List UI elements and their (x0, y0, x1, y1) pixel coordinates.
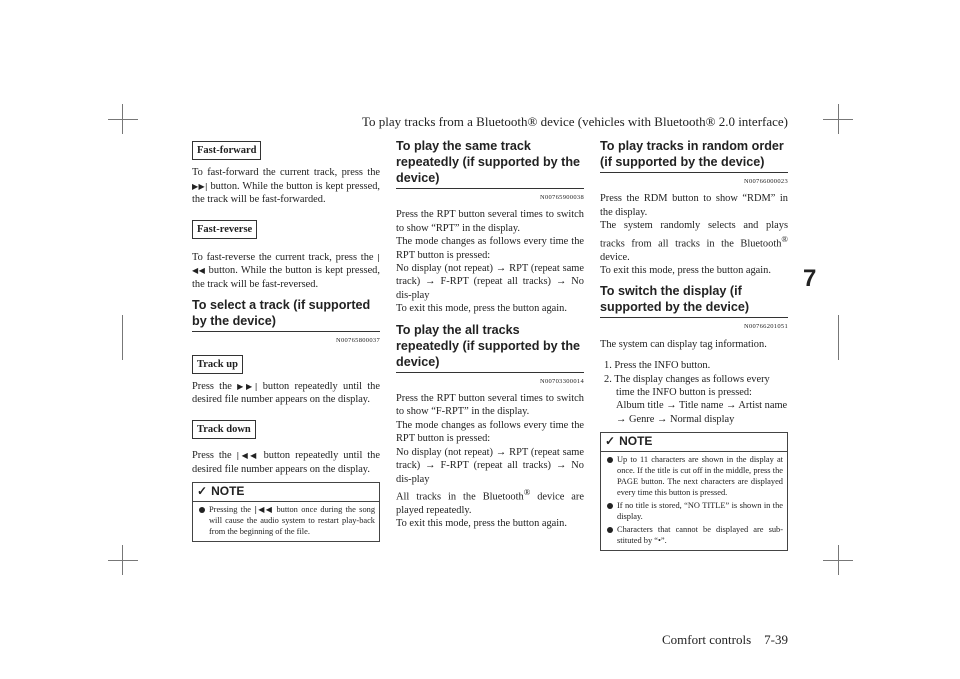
note-box (192, 482, 380, 541)
bullet-icon (199, 507, 205, 513)
crop-mark (108, 560, 138, 561)
check-icon: ✓ (197, 484, 208, 499)
note-header: ✓ NOTE (601, 433, 787, 451)
repeat-track-heading: To play the same track repeatedly (if supported by the device) (396, 138, 584, 189)
repeat-all-text: The mode changes as follows every time the RPT button is pressed: (396, 419, 584, 445)
section-code: N00766000023 (743, 178, 788, 185)
crop-mark (823, 560, 853, 561)
check-icon: ✓ (605, 434, 616, 449)
fast-forward-text: To fast-forward the current track, press the ▶▶| button. While the button is kept pressed, the track will be fast-forwarded. (192, 167, 380, 206)
repeat-text: Press the RPT button several times to switch to show “RPT” in the display. (396, 209, 584, 234)
page-header: To play tracks from a Bluetooth® device (vehicles with Bluetooth® 2.0 interface) (361, 114, 788, 129)
repeat-all-heading: To play the all tracks repeatedly (if supported by the device) (396, 322, 584, 373)
chapter-tab: 7 (803, 265, 817, 292)
crop-mark (838, 315, 839, 360)
step-2: 2. The display changes as follows every time the INFO button is pressed: (604, 373, 770, 398)
bullet-icon (607, 503, 613, 509)
switch-display-heading: To switch the display (if supported by the device) (600, 283, 788, 318)
next-track-icon: ▶▶| (192, 181, 208, 191)
repeat-all-sequence: No display (not repeat) → RPT (repeat same track) → F-RPT (repeat all tracks) → No dis-play (396, 446, 584, 485)
fast-reverse-text: To fast-reverse the current track, press the |◀◀ button. While the button is kept pressed, the track will be fast-reversed. (192, 252, 380, 290)
crop-mark (122, 315, 123, 360)
column-2 (396, 138, 584, 531)
random-heading: To play tracks in random order (if supported by the device) (600, 138, 788, 173)
section-code: N00703300014 (539, 377, 584, 385)
previous-track-icon: |◀◀ (236, 451, 259, 461)
repeat-exit: To exit this mode, press the button again. (396, 303, 567, 315)
random-exit: To exit this mode, press the button again. (600, 264, 771, 276)
step-1: 1. Press the INFO button. (604, 360, 711, 372)
step-2-sequence: Album title → Title name → Artist name → Genre → Normal display (616, 400, 788, 425)
fast-forward-label: Fast-forward (192, 141, 261, 160)
track-down-label: Track down (192, 420, 256, 439)
select-track-heading: To select a track (if supported by the device) (192, 297, 380, 332)
footer-section: Comfort controls (661, 632, 752, 647)
track-up-label: Track up (192, 355, 243, 374)
section-code: N00765800037 (335, 337, 380, 345)
next-track-icon: ▶▶| (237, 382, 258, 392)
previous-track-icon: |◀◀ (254, 504, 274, 514)
crop-mark (823, 119, 853, 120)
footer-page: 7-39 (764, 632, 788, 647)
column-3 (600, 138, 788, 551)
bullet-icon (607, 527, 613, 533)
repeat-all-text: Press the RPT button several times to switch to show “F-RPT” in the display. (396, 393, 584, 418)
random-text: The system randomly selects and plays tracks from all tracks in the Bluetooth® device. (600, 220, 788, 263)
note-item: Up to 11 characters are shown in the display at once. If the title is cut off in the middle, press the PAGE button. The next characters are displayed every time this button is pressed. (601, 452, 787, 498)
note-item: Characters that cannot be displayed are sub-stituted by “•”. (601, 522, 787, 546)
display-text: The system can display tag information. (600, 338, 767, 350)
repeat-sequence: No display (not repeat) → RPT (repeat same track) → F-RPT (repeat all tracks) → No dis-play (396, 263, 584, 301)
note-item: If no title is stored, “NO TITLE” is shown in the display. (601, 498, 787, 522)
track-down-text: Press the |◀◀ button repeatedly until the desired file number appears on the display. (192, 450, 380, 475)
fast-reverse-label: Fast-reverse (192, 220, 257, 239)
page-footer (560, 632, 788, 648)
random-text: Press the RDM button to show “RDM” in the display. (600, 193, 788, 218)
column-1 (192, 138, 380, 542)
section-code: N00765900038 (539, 194, 584, 201)
previous-track-icon: |◀◀ (192, 253, 380, 276)
repeat-text: The mode changes as follows every time the RPT button is pressed: (396, 236, 584, 261)
bullet-icon (607, 457, 613, 463)
repeat-all-text: All tracks in the Bluetooth® device are played repeatedly. (396, 486, 584, 516)
note-item: Pressing the |◀◀ button once during the song will cause the audio system to restart play-back from the beginning of the file. (193, 502, 379, 537)
track-up-text: Press the ▶▶| button repeatedly until the desired file number appears on the display. (192, 381, 380, 406)
note-header: ✓ NOTE (193, 483, 379, 501)
note-box (600, 432, 788, 550)
crop-mark (108, 119, 138, 120)
section-code: N00766201051 (743, 323, 788, 331)
repeat-all-exit: To exit this mode, press the button again. (396, 518, 567, 530)
